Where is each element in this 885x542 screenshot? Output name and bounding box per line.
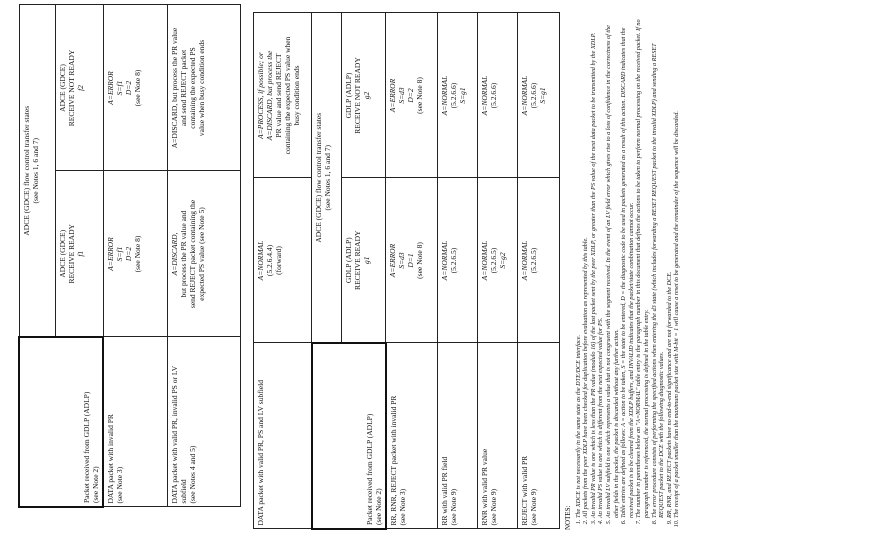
row-label: DATA packet with invalid PR bbox=[106, 414, 115, 504]
row-label: RR with valid PR field bbox=[440, 456, 449, 526]
table-row bbox=[438, 13, 478, 529]
cell-line: A=NORMAL bbox=[256, 240, 265, 281]
table-cell bbox=[386, 178, 438, 343]
row-label: RNR with valid PR value bbox=[480, 448, 489, 526]
col-name: ADCE (GDCE) bbox=[57, 64, 67, 112]
note-item: 3. An invalid PR value is one which is less than the PR value (modulo 16) of the last packet sent by the peer XDLP, or greater than the PS value of the next data packet to be transmitted by the XDLP. bbox=[590, 18, 598, 518]
col-code: g2 bbox=[362, 91, 371, 100]
table-2-corner-label: Packet received from GDLP (ADLP) bbox=[364, 413, 374, 525]
notes-list bbox=[575, 18, 681, 530]
row-label-cell bbox=[386, 343, 438, 529]
table-2-corner-cell bbox=[312, 343, 386, 529]
col-code: f2 bbox=[75, 85, 85, 91]
cell-line: (see Note 8) bbox=[132, 235, 142, 273]
col-state: RECEIVE READY bbox=[66, 224, 76, 284]
table-1-corner-note: (see Note 2) bbox=[91, 466, 100, 503]
cell-line: D=1 bbox=[406, 253, 415, 268]
col-state: RECEIVE NOT READY bbox=[66, 49, 76, 127]
table-cell bbox=[478, 13, 518, 178]
cell-line: D=2 bbox=[406, 88, 415, 103]
col-name: GDLP (ADLP) bbox=[344, 237, 353, 284]
flow-control-table-2 bbox=[253, 13, 560, 531]
table-cell bbox=[438, 13, 478, 178]
col-state: RECEIVE NOT READY bbox=[353, 57, 362, 134]
row-note: (see Note 3) bbox=[397, 488, 407, 526]
note-item: 4. An invalid PS value is one which is different from the next expected value for PS. bbox=[597, 18, 605, 518]
table-2-rotated bbox=[253, 14, 879, 530]
cell-line: A=ERROR bbox=[388, 243, 397, 278]
cell-line: PR value and send REJECT bbox=[274, 53, 283, 138]
cell-line: A=ERROR bbox=[388, 78, 397, 113]
table-2-col-header-1 bbox=[342, 178, 386, 343]
cell-line: S=f1 bbox=[114, 80, 124, 96]
cell-line: (5.2.6.6) bbox=[449, 82, 458, 109]
cell-line: (5.2.6.4.4) bbox=[265, 244, 274, 277]
cell-line: (5.2.6.6) bbox=[489, 82, 498, 109]
cell-line: busy condition ends bbox=[292, 65, 301, 126]
note-item: 7. The number in parentheses below an "A=NORMAL" table entry is the paragraph number in this document that defines the actions to be taken to perform normal processing on the received packet. If no paragraph number is referenced, the normal processing is defined in the table entry. bbox=[635, 18, 650, 518]
row-note: (see Notes 4 and 5) bbox=[187, 445, 197, 504]
cell-line: (5.2.6.5) bbox=[489, 247, 498, 274]
note-item: 1. The XDCE is not necessarily in the same state as the DTE/DCE interface. bbox=[575, 18, 583, 518]
cell-line: S=g1 bbox=[458, 87, 467, 104]
table-row bbox=[478, 13, 518, 529]
cell-line: A=NORMAL bbox=[520, 240, 529, 281]
cell-line: D=2 bbox=[123, 246, 133, 262]
table-row bbox=[103, 5, 167, 507]
cell-line: send REJECT packet containing the bbox=[187, 199, 197, 309]
table-2-header bbox=[312, 13, 342, 343]
col-name: ADCE (GDCE) bbox=[57, 229, 67, 278]
cell-line: expected PS value (see Note 5) bbox=[196, 207, 206, 301]
cell-line: but process the PR value and bbox=[178, 210, 188, 298]
flow-control-table-1 bbox=[18, 4, 241, 508]
table-2-header-sub: (see Notes 1, 6 and 7) bbox=[323, 145, 332, 211]
row-label: REJECT with valid PR bbox=[520, 455, 529, 526]
table-cell bbox=[386, 13, 438, 178]
row-label-cell bbox=[478, 343, 518, 529]
cell-line: value when busy condition ends bbox=[196, 39, 206, 137]
row-label: DATA packet with valid PR, invalid PS or LV subfield bbox=[169, 365, 188, 504]
note-item: 9. RR, RNR, and REJECT packets have no end-to-end significance and are not forwarded to the DCE. bbox=[666, 18, 674, 518]
row-note: (see Note 3) bbox=[115, 466, 124, 504]
cell-line: S=f1 bbox=[114, 246, 124, 262]
note-item: 6. Table entries are defined as follows: A = action to be taken, S = the state to be entered, D = the diagnostic code to be used in packets generated as a result of this action. DISCARD indicates that the received packet is to be cleared from the XDLP buffers, and INVALID indicates that the packet/state combination cannot occur. bbox=[620, 18, 635, 518]
row-label-cell bbox=[167, 337, 240, 507]
table-cell bbox=[167, 5, 240, 171]
table-row bbox=[167, 5, 240, 507]
cell-line: A=NORMAL bbox=[520, 75, 529, 116]
note-item: 2. All packets from the peer XDLP have been checked for duplication before evaluation as represented by this table. bbox=[582, 18, 590, 518]
table-2-panel bbox=[253, 14, 879, 530]
table-1-corner-cell bbox=[19, 337, 103, 507]
row-label-cell bbox=[438, 343, 478, 529]
table-cell bbox=[518, 178, 560, 343]
table-cell bbox=[254, 13, 312, 178]
table-cell bbox=[254, 178, 312, 343]
table-2-col-header-2 bbox=[342, 13, 386, 178]
row-note: (see Note 9) bbox=[449, 488, 458, 526]
cell-line: (5.2.6.5) bbox=[449, 247, 458, 274]
col-name: GDLP (ADLP) bbox=[344, 72, 353, 119]
cell-line: A=NORMAL bbox=[440, 240, 449, 281]
row-note: (see Note 9) bbox=[529, 488, 538, 526]
cell-line: (see Note 8) bbox=[415, 77, 424, 114]
table-row bbox=[518, 13, 560, 529]
cell-line: A=NORMAL bbox=[440, 75, 449, 116]
cell-line: A=DISCARD, but process the bbox=[265, 50, 274, 141]
cell-line: (see Note 8) bbox=[415, 242, 424, 279]
col-code: g1 bbox=[362, 256, 371, 264]
cell-line: (see Note 8) bbox=[132, 69, 142, 107]
cell-line: A=ERROR bbox=[105, 71, 115, 105]
cell-line: S=g2 bbox=[498, 252, 507, 269]
cell-line: A=DISCARD, but process the PR value bbox=[169, 27, 179, 149]
cell-line: S=d3 bbox=[397, 87, 406, 104]
row-label-cell bbox=[518, 343, 560, 529]
row-note: (see Note 9) bbox=[489, 488, 498, 526]
cell-line: D=2 bbox=[123, 80, 133, 96]
table-1-rotated bbox=[18, 6, 239, 508]
row-label: DATA packet with valid PR, PS and LV subfield bbox=[256, 380, 265, 526]
table-1-panel bbox=[18, 6, 239, 508]
table-cell bbox=[478, 178, 518, 343]
table-1-header bbox=[19, 5, 55, 337]
table-row bbox=[386, 13, 438, 529]
cell-line: containing the expected PS bbox=[187, 47, 197, 129]
note-item: 8. The error procedure consists of performing the specified actions when entering the d3 state (which includes forwarding a RESET REQUEST packet to the invalid XDLP) and sending a RESET REQUEST packet to the DCE with the following diagnostic values. bbox=[651, 18, 666, 518]
note-item: 5. An invalid LV subfield is one which represents a value that is not congruent with the segment received. In the event of an LV field error which gives rise to a loss of confidence in the correctness of the other fields in the packet, the packet is discarded without any further action. bbox=[605, 18, 620, 518]
table-1-col-header-2 bbox=[55, 5, 103, 171]
table-row bbox=[254, 13, 312, 529]
cell-line: (5.2.6.6) bbox=[529, 82, 538, 109]
row-label: RR, RNR, REJECT packet with invalid PR bbox=[388, 395, 398, 526]
cell-line: and send REJECT packet bbox=[178, 49, 188, 127]
table-2-header-main: ADCE (GDCE) flow control transfer states bbox=[314, 112, 323, 243]
table-cell bbox=[103, 5, 167, 171]
notes-title: NOTES: bbox=[564, 505, 572, 530]
table-1-header-sub: (see Notes 1, 6 and 7) bbox=[30, 138, 40, 204]
note-item: 10. The receipt of a packet smaller than the maximum packet size with M-bit = 1 will cause a reset to be generated and the remainder of the sequence will be discarded. bbox=[673, 18, 681, 518]
cell-line: A=PROCESS, if possible; or bbox=[256, 52, 265, 139]
col-code: f1 bbox=[75, 250, 85, 257]
table-1-corner-label: Packet received from GDLP (ADLP) bbox=[82, 391, 91, 503]
cell-line: A=NORMAL bbox=[480, 240, 489, 281]
cell-line: S=d3 bbox=[397, 252, 406, 269]
table-2-corner-note: (see Note 2) bbox=[373, 488, 383, 525]
table-cell bbox=[103, 171, 167, 337]
table-cell bbox=[518, 13, 560, 178]
cell-line: (5.2.6.5) bbox=[529, 247, 538, 274]
table-1-header-main: ADCE (GDCE) flow control transfer states bbox=[21, 105, 31, 236]
row-label-cell bbox=[254, 343, 312, 529]
table-1-col-header-1 bbox=[55, 171, 103, 337]
cell-line: (forward) bbox=[274, 246, 283, 275]
cell-line: A=DISCARD, bbox=[169, 232, 179, 276]
notes-section bbox=[565, 18, 875, 530]
table-cell bbox=[438, 178, 478, 343]
cell-line: S=g1 bbox=[538, 87, 547, 104]
cell-line: A=ERROR bbox=[105, 237, 115, 271]
cell-line: A=NORMAL bbox=[480, 75, 489, 116]
row-label-cell bbox=[103, 337, 167, 507]
cell-line: containing the expected PS value when bbox=[283, 36, 292, 155]
col-state: RECEIVE READY bbox=[353, 230, 362, 290]
table-cell bbox=[167, 171, 240, 337]
